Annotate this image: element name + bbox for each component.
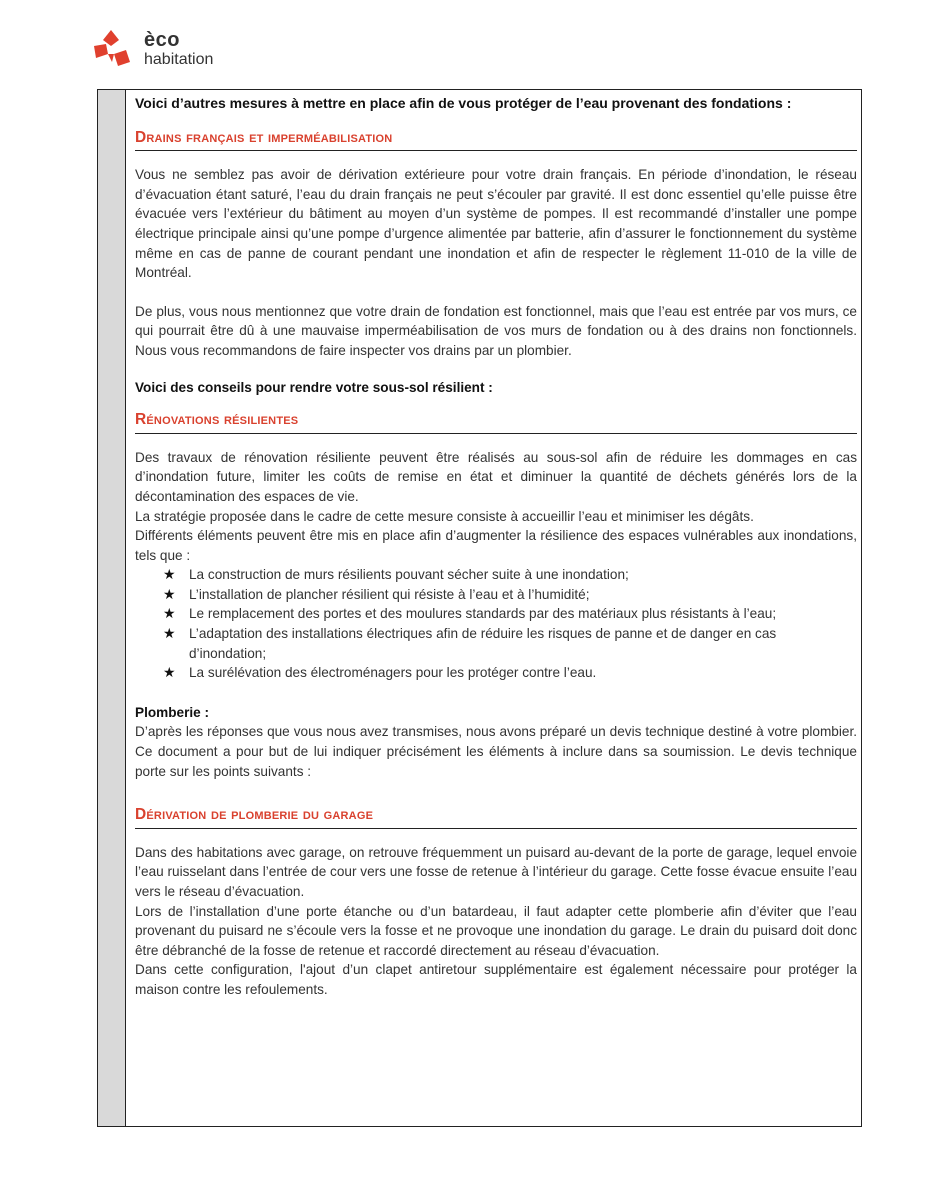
star-icon: ★ [163,605,176,622]
logo-line-eco: èco [144,29,180,51]
paragraph: Dans des habitations avec garage, on retrouve fréquemment un puisard au-devant de la porte de garage, lequel envoie l’eau ruisselant dans l’entrée de cour vers une fosse de retenue à l’intérieur du garage. Cette fosse évacue ensuite l’eau vers le réseau d’évacuation. [135,844,857,899]
paragraph: D’après les réponses que vous nous avez transmises, nous avons préparé un devis technique destiné à votre plombier. Ce document a pour but de lui indiquer précisément les éléments à inclure dans sa soumission. Le devis technique porte sur les points suivants : [135,724,857,779]
paragraph: Dans cette configuration, l'ajout d’un clapet antiretour supplémentaire est également nécessaire pour protéger la maison contre les refoulements. [135,962,857,997]
intro-text: Voici d’autres mesures à mettre en place afin de vous protéger de l’eau provenant des fondations : [135,95,792,111]
logo-mark-icon [88,28,134,72]
plumbing-label: Plomberie : [135,704,210,720]
list-item-text: La construction de murs résilients pouvant sécher suite à une inondation; [189,567,629,583]
list-item [163,663,857,683]
star-icon: ★ [163,566,176,583]
list-item-text: Le remplacement des portes et des moulures standards par des matériaux plus résistants à l’eau; [189,606,777,622]
eco-habitation-logo [88,22,248,74]
content-frame [97,89,862,1127]
list-item [163,565,857,585]
star-icon: ★ [163,585,176,602]
list-item [163,585,857,605]
star-icon: ★ [163,664,176,681]
paragraph: Lors de l’installation d’une porte étanche ou d’un batardeau, il faut adapter cette plomberie afin d’éviter que l’eau provenant du puisard ne s’écoule vers la fosse et ne provoque une inondation du garage. Le drain du puisard doit donc être débranché de la fosse de retenue et raccordé directement au réseau d’évacuation. [135,903,857,958]
side-bar [98,90,126,1126]
section-heading-garage: Dérivation de plomberie du garage [135,805,857,829]
list-item-text: L’adaptation des installations électriques afin de réduire les risques de panne et de danger en cas d’inondation; [189,626,777,661]
paragraph: Des travaux de rénovation résiliente peuvent être réalisés au sous-sol afin de réduire les dommages en cas d’inondation future, limiter les coûts de remise en état et diminuer la quantité de déchets générés lors de la décontamination des espaces de vie. [135,449,857,504]
paragraph: Différents éléments peuvent être mis en place afin d’augmenter la résilience des espaces vulnérables aux inondations, tels que : [135,528,857,563]
paragraph: La stratégie proposée dans le cadre de cette mesure consiste à accueillir l’eau et minimiser les dégâts. [135,508,754,524]
section-heading-drains: Drains français et imperméabilisation [135,128,857,152]
list-item-text: L’installation de plancher résilient qui résiste à l’eau et à l’humidité; [189,586,590,602]
paragraph: Vous ne semblez pas avoir de dérivation extérieure pour votre drain français. En période d’inondation, le réseau d’évacuation étant saturé, l’eau du drain français ne peut s’écouler par gravité. Il est donc essentiel qu’elle puisse être évacuée vers l’extérieur du bâtiment au moyen d’un système de pompes. Il est recommandé d’installer une pompe électrique principale ainsi qu’une pompe d’urgence alimentée par batterie, afin d’assurer le fonctionnement du système même en cas de panne de courant pendant une inondation et afin de respecter le règlement 11-010 de la ville de Montréal. [135,167,857,281]
list-item [163,624,857,663]
tips-intro: Voici des conseils pour rendre votre sous-sol résilient : [135,379,493,395]
star-icon: ★ [163,625,176,642]
logo-line-habitation: habitation [144,51,214,68]
section-heading-renovations: Rénovations résilientes [135,410,857,434]
list-item [163,604,857,624]
document-body [135,94,857,1000]
list-item-text: La surélévation des électroménagers pour les protéger contre l’eau. [189,665,597,681]
resilience-list [135,565,857,683]
paragraph: De plus, vous nous mentionnez que votre drain de fondation est fonctionnel, mais que l’eau est entrée par vos murs, ce qui pourrait être dû à une mauvaise imperméabilisation de vos murs de fondation ou à des drains non fonctionnels. Nous vous recommandons de faire inspecter vos drains par un plombier. [135,303,857,358]
